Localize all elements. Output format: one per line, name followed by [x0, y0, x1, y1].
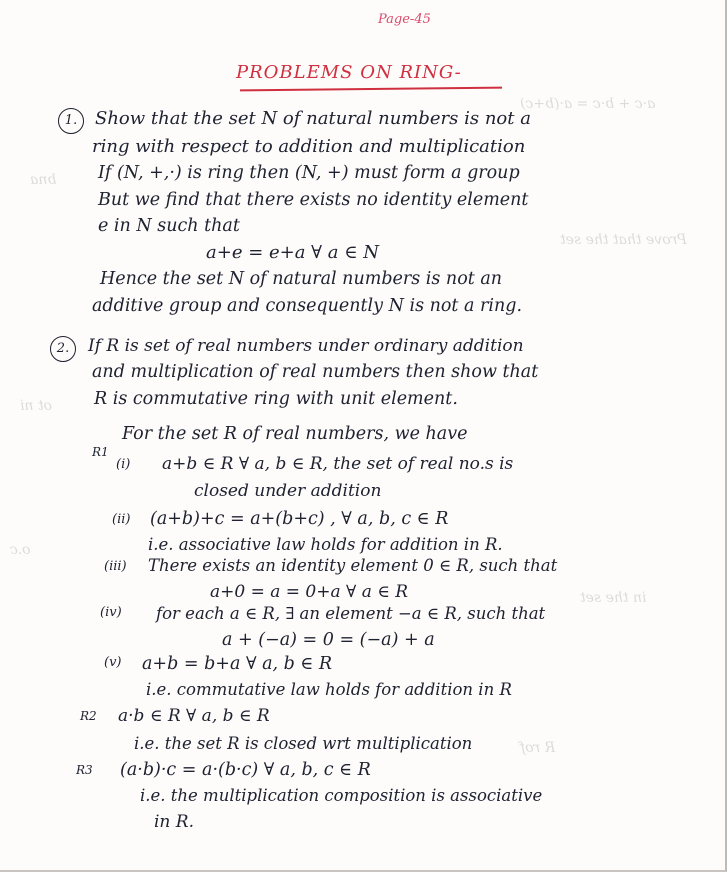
bleed-through-decoration: in the set — [580, 590, 647, 606]
problem-2-statement-line-3: R is commutative ring with unit element. — [94, 389, 458, 409]
title-underline — [240, 87, 502, 92]
axiom-line: i.e. the set R is closed wrt multiplication — [134, 734, 473, 753]
problem-1-equation: a+e = e+a ∀ a ∈ N — [206, 242, 380, 263]
item-marker-iv: (iv) — [100, 605, 122, 620]
item-marker-ii: (ii) — [112, 512, 131, 527]
problem-1-text-line: e in N such that — [98, 216, 240, 236]
bleed-through-decoration: ot ni — [20, 398, 52, 414]
axiom-label-r2: R2 — [80, 709, 97, 723]
item-marker-i: (i) — [116, 457, 131, 472]
problem-number-2: 2. — [50, 336, 76, 362]
bleed-through-decoration: o.c — [10, 542, 31, 558]
axiom-line: in R. — [154, 812, 194, 832]
axiom-line: for each a ∈ R, ∃ an element −a ∈ R, such that — [156, 604, 546, 623]
item-marker-iii: (iii) — [104, 559, 127, 574]
page-title: PROBLEMS ON RING- — [236, 62, 462, 83]
axiom-line: There exists an identity element 0 ∈ R, such that — [148, 556, 558, 575]
problem-2-statement-line-2: and multiplication of real numbers then show that — [92, 362, 539, 382]
axiom-line: (a·b)·c = a·(b·c) ∀ a, b, c ∈ R — [120, 760, 371, 780]
solution-intro: For the set R of real numbers, we have — [122, 424, 468, 444]
problem-1-statement-line-2: ring with respect to addition and multiplication — [92, 136, 526, 157]
problem-1-text-line: Hence the set N of natural numbers is not an — [100, 269, 503, 289]
problem-1-statement-line-1: Show that the set N of natural numbers is not a — [95, 108, 531, 129]
axiom-line: (a+b)+c = a+(b+c) , ∀ a, b, c ∈ R — [150, 509, 449, 529]
problem-1-text-line: If (N, +,·) is ring then (N, +) must form a group — [98, 163, 520, 183]
problem-1-text-line: But we find that there exists no identity element — [98, 190, 529, 210]
axiom-line: a + (−a) = 0 = (−a) + a — [222, 630, 435, 650]
axiom-line: a+b ∈ R ∀ a, b ∈ R, the set of real no.s is — [162, 454, 514, 474]
item-marker-v: (v) — [104, 655, 122, 670]
axiom-line: closed under addition — [194, 481, 382, 501]
bleed-through-decoration: R rof — [520, 740, 556, 756]
bleed-through-decoration: bna — [30, 172, 57, 188]
problem-number-1: 1. — [58, 108, 84, 134]
bleed-through-decoration: a·c + b·c = a·(b+c) — [520, 96, 656, 112]
axiom-line: a+b = b+a ∀ a, b ∈ R — [142, 654, 333, 674]
axiom-line: i.e. the multiplication composition is associative — [140, 786, 543, 805]
bleed-through-decoration: Prove that the set — [560, 232, 687, 248]
axiom-label-r1: R1 — [92, 445, 109, 459]
problem-2-statement-line-1: If R is set of real numbers under ordinary addition — [88, 336, 524, 356]
axiom-line: a+0 = a = 0+a ∀ a ∈ R — [210, 582, 409, 602]
axiom-line: a·b ∈ R ∀ a, b ∈ R — [118, 706, 270, 726]
axiom-line: i.e. commutative law holds for addition in R — [146, 680, 512, 699]
problem-1-conclusion: additive group and consequently N is not a ring. — [92, 296, 523, 316]
axiom-label-r3: R3 — [76, 763, 93, 777]
page-number: Page-45 — [378, 12, 431, 27]
axiom-line: i.e. associative law holds for addition in R. — [148, 535, 503, 554]
